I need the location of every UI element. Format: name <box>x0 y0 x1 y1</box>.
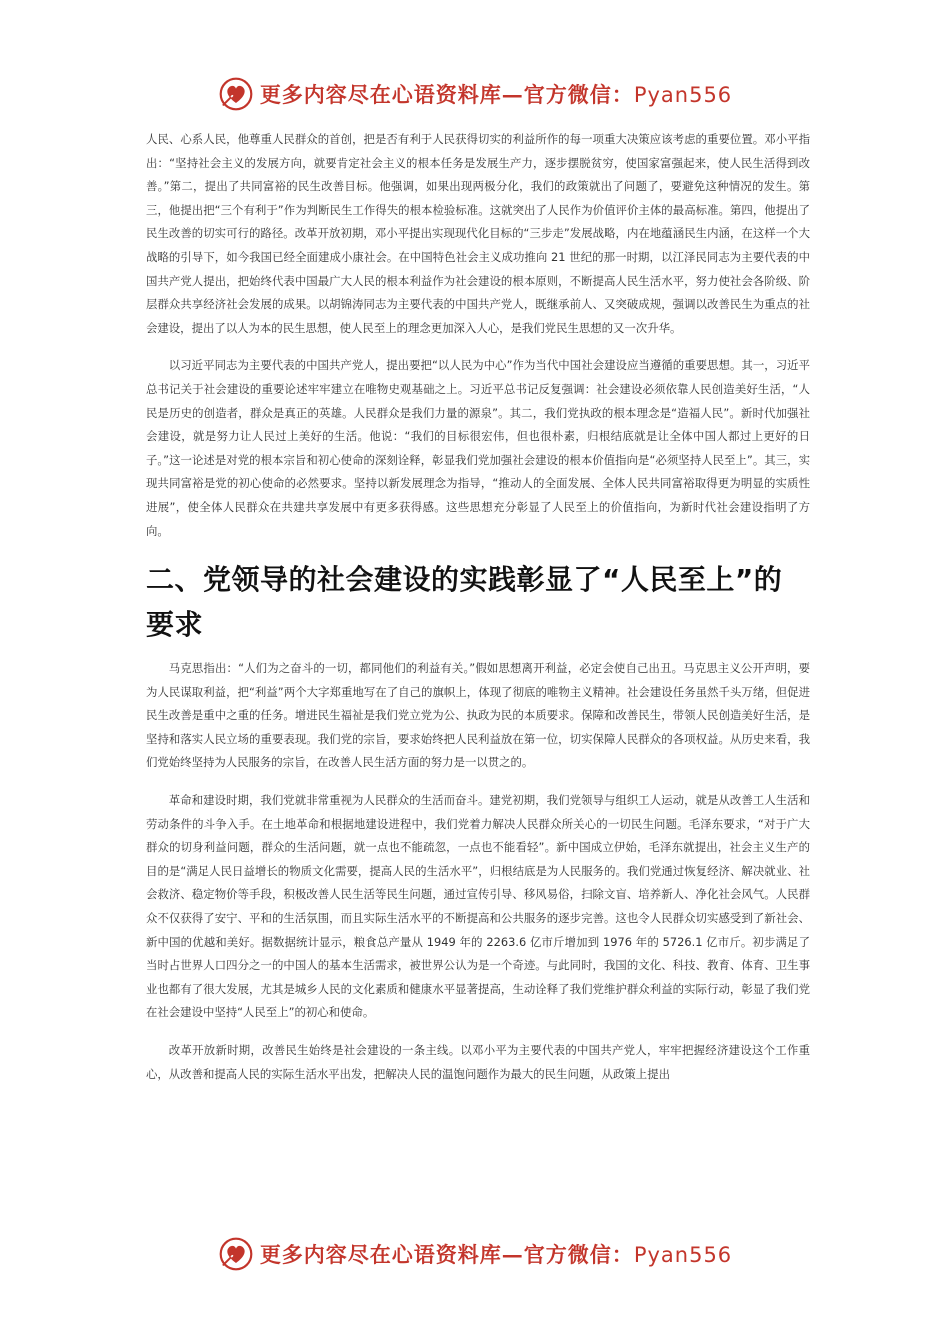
paragraph: 改革开放新时期，改善民生始终是社会建设的一条主线。以邓小平为主要代表的中国共产党人，牢牢把握经济建设这个工作重心，从改善和提高人民的实际生活水平出发，把解决人民的温饱问题作为最大的民生问题，从政策上提出 <box>146 1043 810 1081</box>
document-body <box>146 128 810 1100</box>
wechat-id: Pyan556 <box>633 1243 733 1267</box>
banner-text: 更多内容尽在心语资料库—官方微信：Pyan556 <box>259 1242 733 1267</box>
paragraph: 以习近平同志为主要代表的中国共产党人，提出要把“以人民为中心”作为当代中国社会建设应当遵循的重要思想。其一，习近平总书记关于社会建设的重要论述牢牢建立在唯物史观基础之上。习近平总书记反复强调：社会建设必须依靠人民创造美好生活，“人民是历史的创造者，群众是真正的英雄。人民群众是我们力量的源泉”。其二，我们党执政的根本理念是“造福人民”。新时代加强社会建设，就是努力让人民过上美好的生活。他说：“我们的目标很宏伟，但也很朴素，归根结底就是让全体中国人都过上更好的日子。”这一论述是对党的根本宗旨和初心使命的深刻诠释，彰显我们党加强社会建设的根本价值指向是“必须坚持人民至上”。其三，实现共同富裕是党的初心使命的必然要求。坚持以新发展理念为指导，“推动人的全面发展、全体人民共同富裕取得更为明显的实质性进展”，使全体人民群众在共建共享发展中有更多获得感。这些思想充分彰显了人民至上的价值指向，为新时代社会建设指明了方向。 <box>146 358 810 538</box>
heart-logo-icon <box>218 1236 254 1272</box>
heart-logo-icon <box>218 76 254 112</box>
paragraph: 马克思指出：“人们为之奋斗的一切，都同他们的利益有关。”假如思想离开利益，必定会使自己出丑。马克思主义公开声明，要为人民谋取利益，把“利益”两个大字郑重地写在了自己的旗帜上，体现了彻底的唯物主义精神。社会建设任务虽然千头万绪，但促进民生改善是重中之重的任务。增进民生福祉是我们党立党为公、执政为民的本质要求。保障和改善民生，带领人民创造美好生活，是坚持和落实人民立场的重要表现。我们党的宗旨，要求始终把人民利益放在第一位，切实保障人民群众的各项权益。从历史来看，我们党始终坚持为人民服务的宗旨，在改善人民生活方面的努力是一以贯之的。 <box>146 661 810 770</box>
footer-banner <box>0 1232 950 1276</box>
wechat-id: Pyan556 <box>633 83 733 107</box>
paragraph: 革命和建设时期，我们党就非常重视为人民群众的生活而奋斗。建党初期，我们党领导与组织工人运动，就是从改善工人生活和劳动条件的斗争入手。在土地革命和根据地建设进程中，我们党着力解决人民群众所关心的一切民生问题。毛泽东要求，“对于广大群众的切身利益问题，群众的生活问题，就一点也不能疏忽，一点也不能看轻”。新中国成立伊始，毛泽东就提出，社会主义生产的目的是“满足人民日益增长的物质文化需要，提高人民的生活水平”，归根结底是为人民服务的。我们党通过恢复经济、解决就业、社会救济、稳定物价等手段，积极改善人民生活等民生问题，通过宣传引导、移风易俗，扫除文盲、培养新人、净化社会风气。人民群众不仅获得了安宁、平和的生活氛围，而且实际生活水平的不断提高和公共服务的逐步完善。这也令人民群众切实感受到了新社会、新中国的优越和美好。据数据统计显示，粮食总产量从 1949 年的 2263.6 亿市斤增加到 1976 年的 5726.1 亿市斤。初步满足了当时占世界人口四分之一的中国人的基本生活需求，被世界公认为是一个奇迹。与此同时，我国的文化、科技、教育、体育、卫生事业也都有了很大发展，尤其是城乡人民的文化素质和健康水平显著提高，生动诠释了我们党维护群众利益的实际行动，彰显了我们党在社会建设中坚持“人民至上”的初心和使命。 <box>146 793 810 1020</box>
paragraph: 人民、心系人民，他尊重人民群众的首创，把是否有利于人民获得切实的利益所作的每一项重大决策应该考虑的重要位置。邓小平指出：“坚持社会主义的发展方向，就要肯定社会主义的根本任务是发展生产力，逐步摆脱贫穷，使国家富强起来，使人民生活得到改善。”第二，提出了共同富裕的民生改善目标。他强调，如果出现两极分化，我们的政策就出了问题了，要避免这种情况的发生。第三，他提出把“三个有利于”作为判断民生工作得失的根本检验标准。这就突出了人民作为价值评价主体的最高标准。第四，他提出了民生改善的切实可行的路径。改革开放初期，邓小平提出实现现代化目标的“三步走”发展战略，内在地蕴涵民生内涵，在这样一个大战略的引导下，如今我国已经全面建成小康社会。在中国特色社会主义成功推向 21 世纪的那一时期，以江泽民同志为主要代表的中国共产党人提出，把始终代表中国最广大人民的根本利益作为社会建设的根本原则，不断提高人民生活水平，努力使社会各阶级、阶层群众共享经济社会发展的成果。以胡锦涛同志为主要代表的中国共产党人，既继承前人、又突破成规，强调以改善民生为重点的社会建设，提出了以人为本的民生思想，使人民至上的理念更加深入人心，是我们党民生思想的又一次升华。 <box>146 132 810 335</box>
section-heading: 二、党领导的社会建设的实践彰显了“人民至上”的要求 <box>146 563 783 642</box>
header-banner <box>0 72 950 116</box>
banner-text: 更多内容尽在心语资料库—官方微信：Pyan556 <box>259 82 733 107</box>
